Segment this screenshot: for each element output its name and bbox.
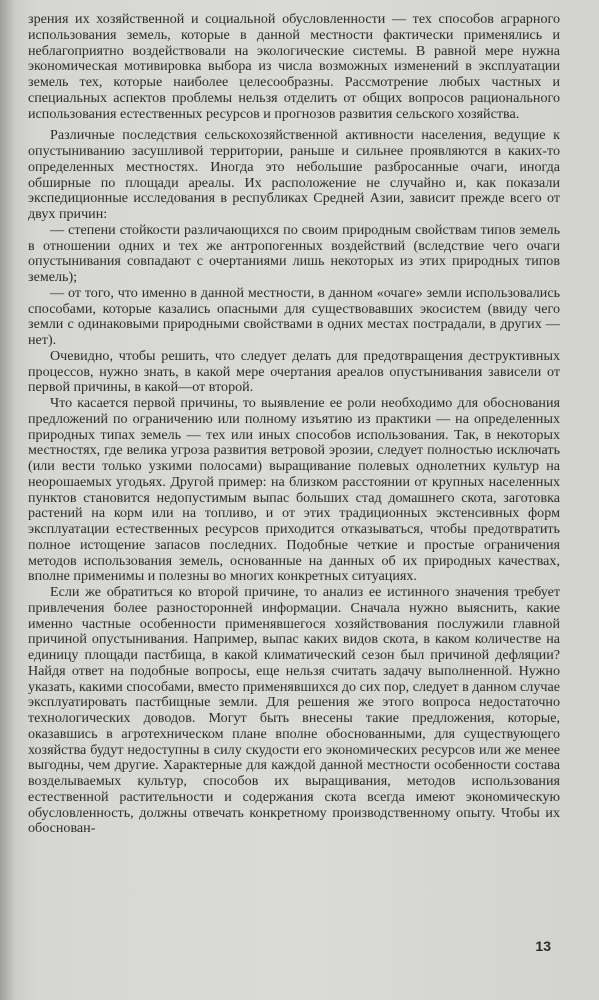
paragraph-5: Если же обратиться ко второй причине, то анализ ее истинного значения требует привлечения более разносторонней информации. Сначала нужно выяснить, какие именно частные особенности применявшегося хозяйствования послужили главной причиной опустынивания. Например, выпас каких видов скота, в каком количестве на единицу площади пастбища, в какой климатический сезон был причиной дефляции? Найдя ответ на подобные вопросы, еще нельзя считать задачу выполненной. Нужно указать, какими способами, вместо применявшихся до сих пор, следует в данном случае эксплуатировать пастбищные земли. Для решения же этого вопроса недостаточно технологических доводов. Могут быть внесены такие предложения, которые, оказавшись в агротехническом плане вполне обоснованными, для существующего хозяйства будут недоступны в силу скудости его экономических ресурсов или же менее выгодны, чем другие. Характерные для каждой данной местности особенности состава возделываемых культур, способов их выращивания, методов использования естественной растительности и содержания скота всегда имеют экономическую обусловленность, должны отвечать конкретному производственному опыту. Чтобы их обоснован- bbox=[28, 584, 560, 837]
paragraph-3: Очевидно, чтобы решить, что следует делать для предотвращения деструктивных процессов, нужно знать, в какой мере очертания ареалов опустынивания зависели от первой причины, в какой—от второй. bbox=[28, 347, 560, 396]
paragraph-1: зрения их хозяйственной и социальной обусловленности — тех способов аграрного использования земель, которые в данной местности фактически применялись и неблагоприятно воздействовали на экологические системы. В равной мере нужна экономическая мотивировка выбора из числа возможных изменений в эксплуатации земель тех, которые наиболее целесообразны. Рассмотрение любых частных и специальных аспектов проблемы нельзя отделить от общих вопросов рационального использования естественных ресурсов и прогнозов развития сельского хозяйства. bbox=[28, 11, 560, 122]
list-item-1: — степени стойкости различающихся по своим природным свойствам типов земель в отношении одних и тех же антропогенных воздействий (вследствие чего очаги опустынивания совпадают с очертаниями лишь некоторых из этих природных типов земель); bbox=[28, 221, 560, 285]
page-number: 13 bbox=[535, 938, 551, 954]
paragraph-2: Различные последствия сельскохозяйственной активности населения, ведущие к опустыниванию засушливой территории, раньше и сильнее проявляются в каких-то определенных местностях. Иногда это небольшие разбросанные очаги, иногда обширные по площади ареалы. Их расположение не случайно и, как показали экспедиционные исследования в республиках Средней Азии, зависит прежде всего от двух причин: bbox=[28, 127, 560, 222]
paragraph-4: Что касается первой причины, то выявление ее роли необходимо для обоснования предложений по ограничению или полному изъятию из практики — на определенных природных типах земель — тех или иных способов использования. Так, в некоторых местностях, где велика угроза развития ветровой эрозии, следует полностью исключать (или вести только узкими полосами) выращивание полевых однолетних культур на неорошаемых угодьях. Другой пример: на близком расстоянии от крупных населенных пунктов становится недопустимым выпас больших стад домашнего скота, заготовка растений на корм или на топливо, и от этих традиционных экстенсивных форм эксплуатации естественных ресурсов приходится отказываться, чтобы предотвратить полное истощение запасов последних. Подобные четкие и простые ограничения методов использования земель, основанные на данных об их природных качествах, вполне применимы и полезны во многих конкретных ситуациях. bbox=[28, 395, 560, 585]
page-binding-shadow bbox=[0, 0, 14, 1000]
body-text bbox=[28, 12, 560, 837]
list-item-2: — от того, что именно в данной местности, в данном «очаге» земли использовались способами, которые казались опасными для существовавших экосистем (ввиду чего земли с одинаковыми природными свойствами в одних местах пострадали, в других — нет). bbox=[28, 284, 560, 348]
